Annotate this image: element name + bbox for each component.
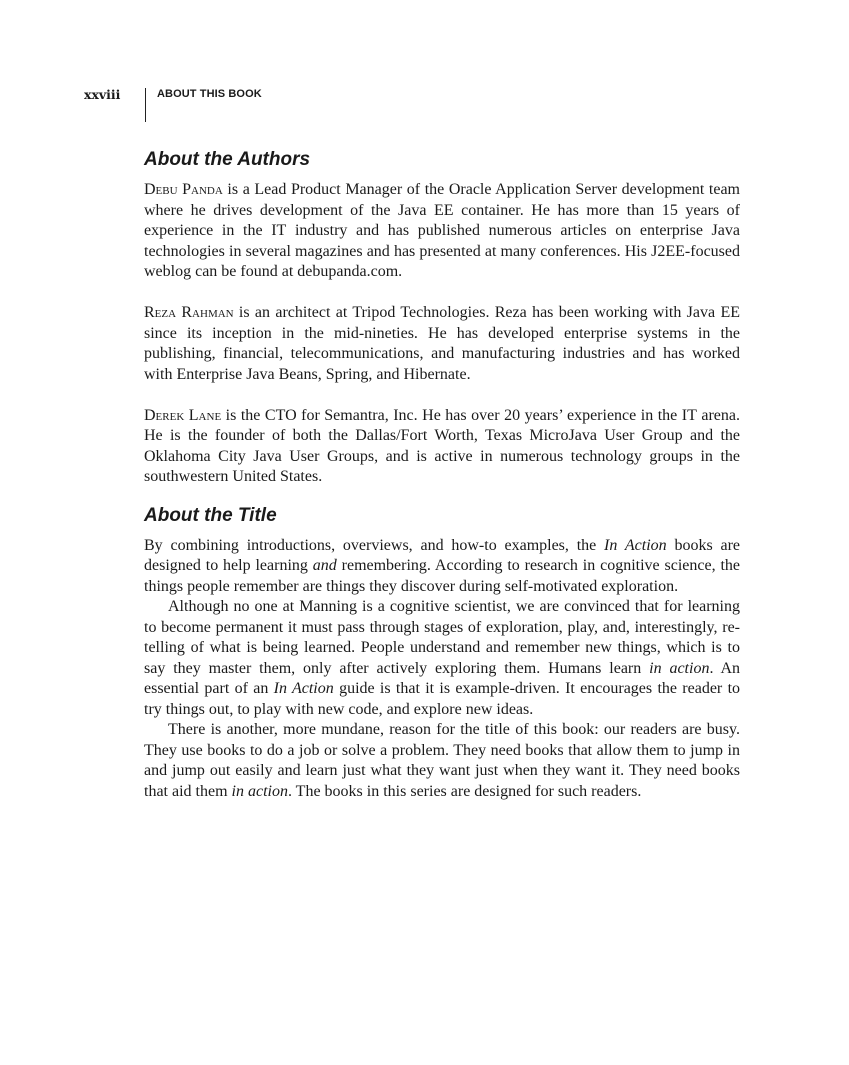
title-paragraph-1: By combining introductions, overviews, and how-to examples, the In Action books are designed to help learning and remembering. According to research in cognitive science, the things people remember are things they discover during self-motivated exploration. xyxy=(144,536,740,595)
header-divider xyxy=(145,88,146,122)
author-name: Derek Lane xyxy=(144,406,222,424)
author-name: Debu Panda xyxy=(144,181,223,198)
title-paragraph-3: There is another, more mundane, reason for the title of this book: our readers are busy. They use books to do a job or solve a problem. They need books that allow them to jump in and jump out easily and learn just what they want just when they want it. They need books that aid them in action. The books in this series are designed for such readers. xyxy=(144,721,740,800)
bio-debu-panda: Debu Panda is a Lead Product Manager of the Oracle Application Server development team where he drives development of the Java EE container. He has more than 15 years of experience in the IT industry and has published numerous articles on enterprise Java technologies in several magazines and has presented at many conferences. His J2EE-focused weblog can be found at debupanda.com. xyxy=(144,181,741,280)
bio-reza-rahman: Reza Rahman is an architect at Tripod Technologies. Reza has been working with Java EE since its inception in the mid-nineties. He has developed enterprise systems in the publishing, financial, telecommunications, and manufacturing industries and has worked with Enterprise Java Beans, Spring, and Hibernate. xyxy=(144,304,740,383)
title-section xyxy=(144,502,740,803)
authors-section xyxy=(144,146,740,488)
running-head: ABOUT THIS BOOK xyxy=(157,88,262,100)
page-body xyxy=(144,146,740,802)
author-name: Reza Rahman xyxy=(144,304,234,321)
page-header xyxy=(0,84,849,124)
bio-derek-lane: Derek Lane is the CTO for Semantra, Inc. He has over 20 years’ experience in the IT arena. He is the founder of both the Dallas/Fort Worth, Texas MicroJava User Group and the Oklahoma City Java User Groups, and is active in numerous technology groups in the southwestern United States. xyxy=(144,406,741,485)
title-paragraph-2: Although no one at Manning is a cognitive scientist, we are convinced that for learning to become permanent it must pass through stages of exploration, play, and, interestingly, re-telling of what is being learned. People understand and remember new things, which is to say they master them, only after actively exploring them. Humans learn in action. An essential part of an In Action guide is that it is example-driven. It encourages the reader to try things out, to play with new code, and explore new ideas. xyxy=(144,598,741,718)
authors-heading: About the Authors xyxy=(144,149,311,170)
page-number: xxviii xyxy=(84,87,121,102)
title-heading: About the Title xyxy=(144,504,277,526)
